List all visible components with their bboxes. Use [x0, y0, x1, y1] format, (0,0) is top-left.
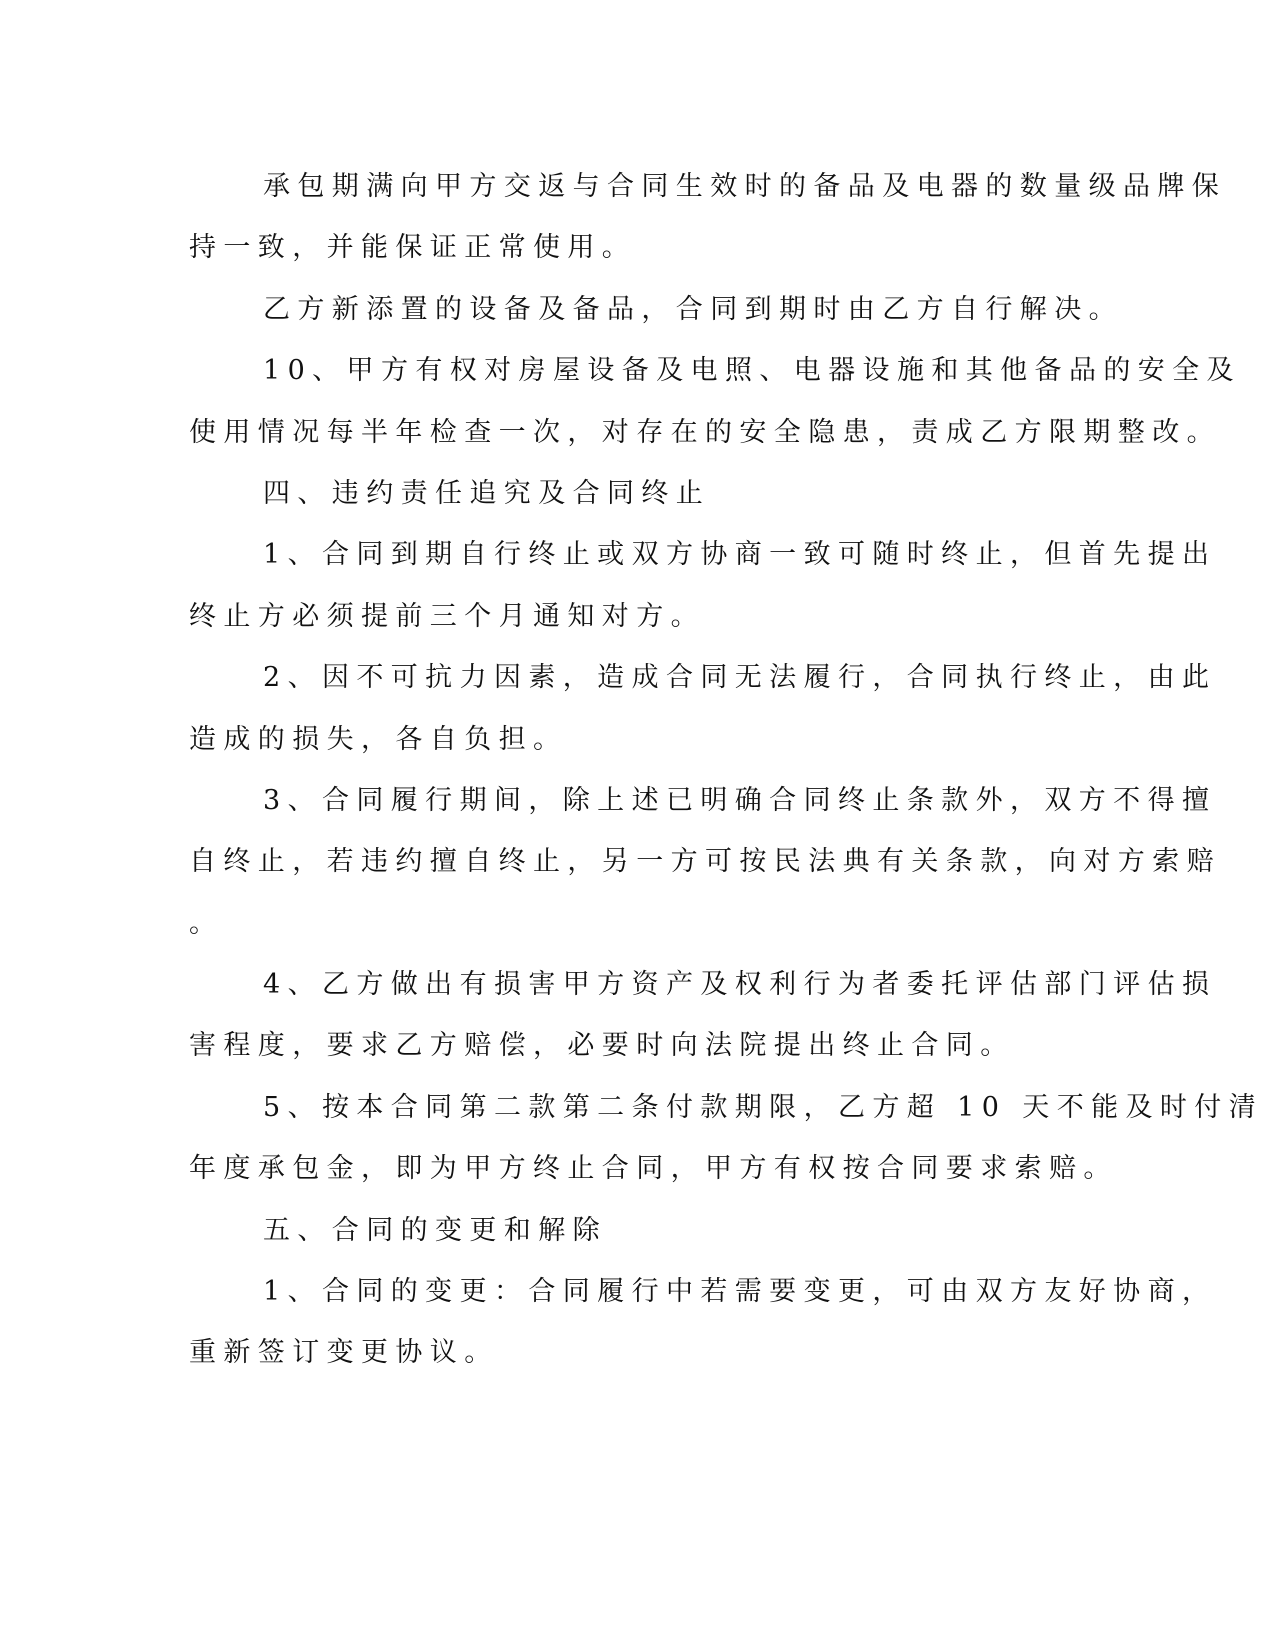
text-line: 乙方新添置的设备及备品，合同到期时由乙方自行解决。 — [263, 293, 1123, 325]
text-line: 害程度，要求乙方赔偿，必要时向法院提出终止合同。 — [189, 1030, 1015, 1062]
text-line: 。 — [189, 907, 224, 939]
text-line: 承包期满向甲方交返与合同生效时的备品及电器的数量级品牌保 — [263, 171, 1227, 202]
text-line: 5、按本合同第二款第二条付款期限，乙方超 10 天不能及时付清 — [263, 1091, 1264, 1123]
text-line: 自终止，若违约擅自终止，另一方可按民法典有关条款，向对方索赔 — [189, 846, 1221, 878]
text-line: 终止方必须提前三个月通知对方。 — [189, 600, 705, 632]
text-line: 2、因不可抗力因素，造成合同无法履行，合同执行终止，由此 — [263, 662, 1217, 694]
text-line: 1、合同到期自行终止或双方协商一致可随时终止，但首先提出 — [263, 539, 1217, 571]
text-line: 持一致，并能保证正常使用。 — [189, 232, 637, 264]
text-line: 4、乙方做出有损害甲方资产及权利行为者委托评估部门评估损 — [263, 969, 1217, 1001]
text-line: 1、合同的变更：合同履行中若需要变更，可由双方友好协商， — [263, 1276, 1217, 1308]
text-line: 重新签订变更协议。 — [189, 1337, 499, 1369]
text-line: 使用情况每半年检查一次，对存在的安全隐患，责成乙方限期整改。 — [189, 416, 1221, 448]
text-line: 年度承包金，即为甲方终止合同，甲方有权按合同要求索赔。 — [189, 1153, 1118, 1185]
text-line: 造成的损失，各自负担。 — [189, 723, 568, 755]
document-body — [189, 156, 1264, 1384]
section-heading: 四、违约责任追究及合同终止 — [263, 477, 711, 509]
section-heading: 五、合同的变更和解除 — [263, 1214, 607, 1246]
text-line: 3、合同履行期间，除上述已明确合同终止条款外，双方不得擅 — [263, 784, 1217, 816]
text-line: 10、甲方有权对房屋设备及电照、电器设施和其他备品的安全及 — [263, 355, 1241, 387]
